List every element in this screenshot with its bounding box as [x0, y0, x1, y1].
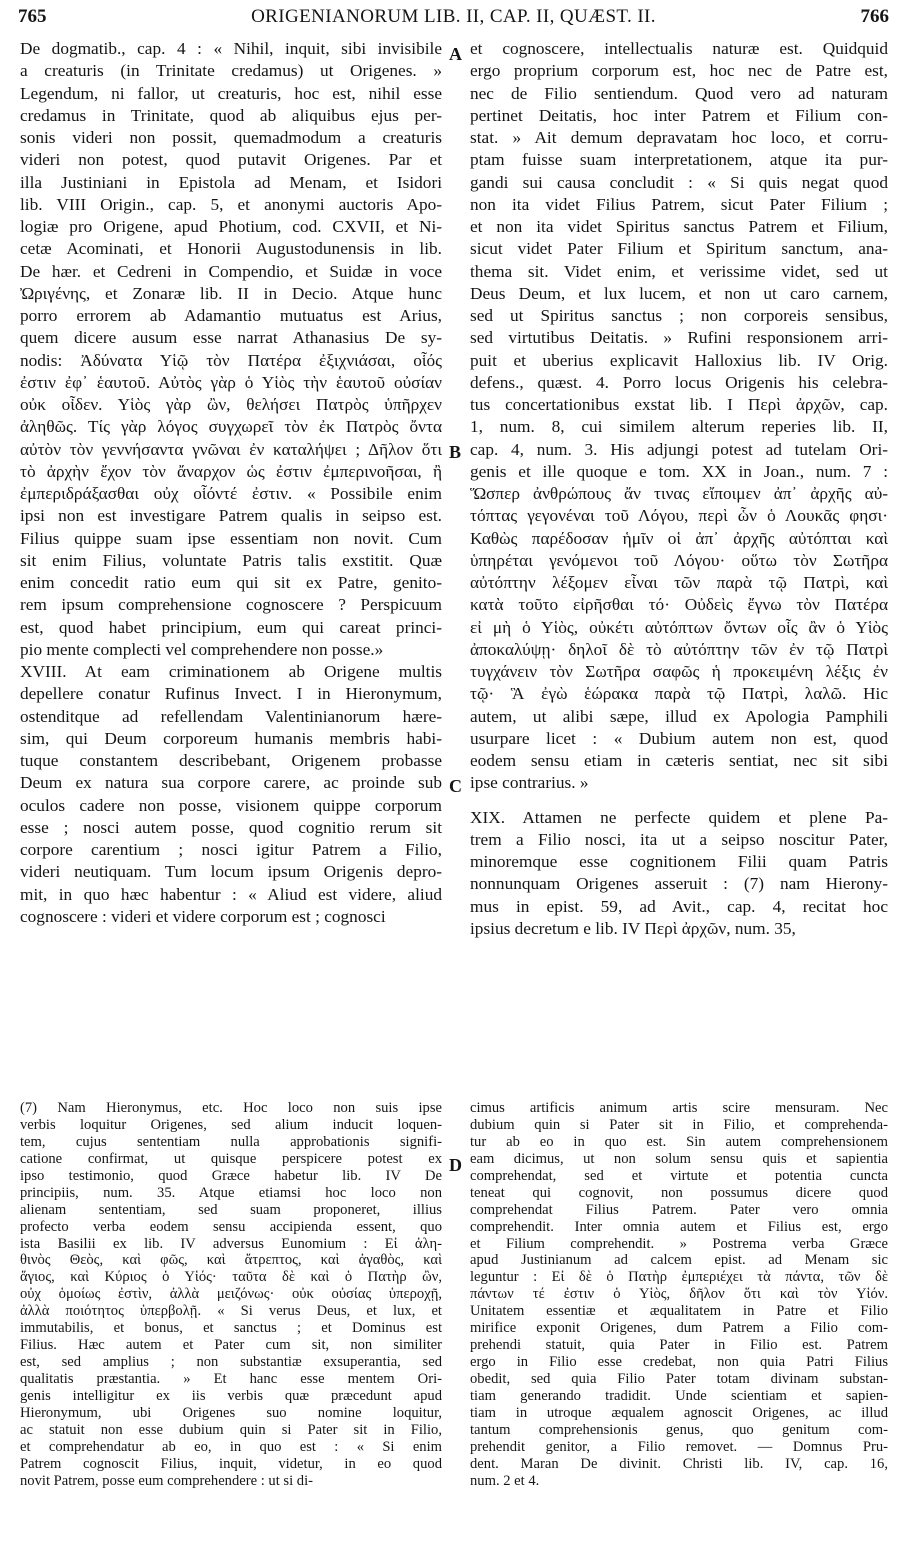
- text-line: nonnunquam Origenes asseruit : (7) nam Hierony-: [470, 874, 888, 894]
- text-line: corpore carentium ; nosci igitur Patrem a Filio,: [20, 840, 442, 859]
- text-line: comprehendit. Inter omnia autem et Filius est, ergo: [470, 1218, 888, 1235]
- text-line: Legendum, ni fallor, ut creaturis, hoc est, nihil esse: [20, 83, 442, 103]
- text-line: ἀποκαλύψῃ· δηλοῖ δὲ τὸ αὐτόπτην τῶν ἐν τῷ Πατρὶ: [470, 639, 888, 659]
- text-line: prehendit genitor, a Filio removet. — Domnus Pru-: [470, 1438, 888, 1455]
- text-line: eodem sensu etiam in cæteris sentiat, nec sit sibi: [470, 751, 888, 770]
- text-line: Filius quippe suam ipse essentiam non novit. Cum: [20, 528, 442, 548]
- text-line: sim, qui Deum corporeum humanis membris habi-: [20, 728, 442, 748]
- text-line: est, sed amplius ; non substantiæ exsuperantia, sed: [20, 1354, 442, 1371]
- text-line: comprehendat, sed et virtute et potentia cuncta: [470, 1167, 888, 1184]
- margin-marker-c: C: [449, 776, 462, 796]
- text-line: sonis videri non possit, quemadmodum a creaturis: [20, 128, 442, 147]
- text-line: enim concedit ratio eum qui sit ex Patre, genito-: [20, 573, 442, 592]
- text-line: autem, ut alibi sæpe, illud ex Apologia Pamphili: [470, 706, 888, 726]
- text-line: videri neutiquam. Tum locum ipsum Origenis depro-: [20, 862, 442, 882]
- text-line: depellere conatur Rufinus Invect. I in Hieronymum,: [20, 684, 442, 704]
- text-line: verbis loquitur Origenes, sed alium inducit loquen-: [20, 1116, 442, 1133]
- text-line: οὐχ ὁμοίως ἐστὶν, ἀλλὰ μειζόνως· οὐκ οὐσίας ὑπεροχῇ,: [20, 1286, 442, 1303]
- text-line: ipso testimonio, quod Græce habetur lib. IV De: [20, 1167, 442, 1184]
- text-line: Unitatem essentiæ et æqualitatem in Patre et Filio: [470, 1303, 888, 1320]
- main-text-right-column: [470, 38, 888, 940]
- text-line: ergo proprium corporum est, hoc nec de Patre est,: [470, 61, 888, 81]
- text-line: ἀλλὰ ποιότητος ὑπερβολῇ. « Si verus Deus, et lux, et: [20, 1303, 442, 1320]
- text-line: ostenditque ad refellendam Valentinianorum hære-: [20, 706, 442, 726]
- main-text-left-column: [20, 38, 442, 928]
- text-line: Filius. Hæc autem et Pater cum sit, non similiter: [20, 1337, 442, 1354]
- text-line: [470, 795, 888, 807]
- text-line: sit enim Filius, voluntate Patris talis exstitit. Quæ: [20, 550, 442, 570]
- text-line: prehendi statuit, quia Pater in Filio est. Patrem: [470, 1337, 888, 1354]
- margin-marker-b: B: [449, 442, 462, 462]
- text-line: cimus artificis animum artis scire mensuram. Nec: [470, 1100, 888, 1116]
- text-line: gandi sui causa concludit : « Si quis negat quod: [470, 172, 888, 192]
- text-line: tiam in utroque æqualem agnoscit Origenes, ac illud: [470, 1404, 888, 1421]
- text-line: eam dicimus, ut non solum sensu quis et sapientia: [470, 1150, 888, 1167]
- text-line: πάντων τέ ἐστιν ὁ Υἱὸς, δῆλον ὅτι καὶ τὸν Υἱόν.: [470, 1286, 888, 1303]
- text-line: stat. » Ait demum depravatam hoc loco, et corru-: [470, 128, 888, 147]
- text-line: pio mente complecti vel comprehendere non posse.»: [20, 639, 384, 659]
- margin-marker-d: D: [449, 1155, 462, 1175]
- text-line: teneat qui cognovit, non possumus dicere quod: [470, 1184, 888, 1201]
- text-line: cap. 4, num. 3. His adjungi potest ad tutelam Ori-: [470, 439, 888, 459]
- text-line: τόπτας γεγονέναι τοῦ Λόγου, περὶ ὧν ὁ Λουκᾶς φησι·: [470, 506, 888, 526]
- text-line: mus in epist. 59, ad Avit., cap. 4, recitat hoc: [470, 896, 888, 916]
- text-line: minoremque esse cognitionem Filii quam Patris: [470, 852, 888, 871]
- text-line: thema sit. Videt enim, et verissime videt, sed ut: [470, 261, 888, 281]
- text-line: mirifice exponit Origenes, dum Patrem a Filio com-: [470, 1320, 888, 1337]
- footnote-right-column: [470, 1100, 888, 1490]
- text-line: αὐτόπτην λέξομεν εἶναι τῶν παρὰ τῷ Πατρὶ, καὶ: [470, 573, 888, 592]
- text-line: Καθὼς παρέδοσαν ἡμῖν οἱ ἀπ᾽ ἀρχῆς αὐτόπται καὶ: [470, 528, 888, 548]
- text-line: tantum comprehensionis genus, quo genitum com-: [470, 1421, 888, 1438]
- text-line: ἅγιος, καὶ Κύριος ὁ Υἱός· ταῦτα δὲ καὶ ὁ Πατὴρ ὢν,: [20, 1269, 442, 1286]
- text-line: ergo in Filio esse credebat, non quia Patri Filius: [470, 1354, 888, 1371]
- text-line: cetæ Acominati, et Honorii Augustodunensis in lib.: [20, 239, 442, 259]
- text-line: esse ; nosci autem posse, quod cognitio rerum sit: [20, 817, 442, 837]
- text-line: εἰ μὴ ὁ Υἱὸς, οὐκέτι αὐτόπτων ὄντων οἷς ἂν ὁ Υἱὸς: [470, 617, 888, 637]
- text-line: ὑπηρέται γενόμενοι τοῦ Λόγου· οὕτω τὸν Σωτῆρα: [470, 550, 888, 570]
- text-line: pertinet Deitatis, hoc inter Patrem et Filium con-: [470, 105, 888, 125]
- text-line: obedit, sed quia Filio Pater totam divinam substan-: [470, 1371, 888, 1387]
- text-line: ista Basilii ex lib. IV adversus Eunomium : Εἰ ἀλη-: [20, 1235, 442, 1252]
- running-title: ORIGENIANORUM LIB. II, CAP. II, QUÆST. II.: [251, 6, 656, 27]
- text-line: credamus in Trinitate, quod ab aliquibus ejus per-: [20, 105, 442, 125]
- text-line: novit Patrem, posse eum comprehendere : ut si di-: [20, 1472, 314, 1489]
- text-line: ipsius decretum e lib. IV Περὶ ἀρχῶν, num. 35,: [470, 918, 796, 938]
- text-line: Deus Deum, et lux lucem, et non ut caro carnem,: [470, 283, 888, 303]
- text-line: leguntur : Εἰ δὲ ὁ Πατὴρ ἐμπεριέχει τὰ πάντα, τῶν δὲ: [470, 1269, 888, 1286]
- text-line: alienam sententiam, sed suam proponeret, illius: [20, 1201, 442, 1218]
- text-line: et non ita videt Spiritus sanctus Patrem et Filium,: [470, 217, 888, 236]
- text-line: Ὥσπερ ἀνθρώπους ἄν τινας εἴποιμεν ἀπ᾽ ἀρχῆς αὐ-: [470, 484, 888, 503]
- text-line: logiæ pro Origene, apud Photium, cod. CXVII, et Ni-: [20, 217, 442, 236]
- text-line: XVIII. At eam criminationem ab Origene multis: [20, 662, 442, 681]
- text-line: Deum ex natura sua corpore carere, ac proinde sub: [20, 773, 442, 793]
- text-line: τὸ ἀρχὴν ἔχον τὸν ἄναρχον ὡς ἐστιν ἐμπερινοῆσαι, ἢ: [20, 461, 442, 481]
- text-line: 1, num. 8, cui similem alterum reperies lib. II,: [470, 417, 888, 437]
- text-line: nec de Filio sentiendum. Quod vero ad naturam: [470, 83, 888, 103]
- text-line: XIX. Attamen ne perfecte quidem et plene Pa-: [470, 807, 888, 827]
- text-line: nodis: Ἀδύνατα Υἱῷ τὸν Πατέρα ἐξιχνιάσαι, οἷός: [20, 350, 442, 370]
- text-line: lib. VIII Origin., cap. 5, et anonymi auctoris Apo-: [20, 194, 442, 214]
- text-line: et cognoscere, intellectualis naturæ est. Quidquid: [470, 39, 888, 58]
- text-line: ἀληθῶς. Τίς γὰρ λόγος συγχωρεῖ τὸν ἐκ Πατρὸς ὄντα: [20, 417, 442, 437]
- text-line: De hær. et Cedreni in Compendio, et Suidæ in voce: [20, 261, 442, 281]
- text-line: apud Justinianum ad calcem epist. ad Menam sic: [470, 1252, 888, 1269]
- text-line: κατὰ τοῦτο εἰρῆσθαι τό· Οὐδεὶς ἔγνω τὸν Πατέρα: [470, 595, 888, 615]
- text-line: principiis, num. 35. Atque etiamsi hoc loco non: [20, 1184, 442, 1201]
- text-line: genis et ille quoque e tom. XX in Joan., num. 7 :: [470, 461, 888, 481]
- text-line: ἐστιν ἐφ᾽ ἑαυτοῦ. Αὐτὸς γὰρ ὁ Υἱὸς τὴν ἑαυτοῦ οὐσίαν: [20, 372, 442, 392]
- page-number-left: 765: [18, 6, 47, 27]
- text-line: tus concertationibus exstat lib. I Περὶ ἀρχῶν, cap.: [470, 395, 888, 414]
- text-line: usurpare licet : « Dubium autem non est, quod: [470, 728, 888, 748]
- text-line: ipsi non est investigare Patrem qualis in seipso est.: [20, 506, 442, 526]
- text-line: ipse contrarius. »: [470, 773, 589, 793]
- text-line: videri non potest, quod putavit Origenes. Par et: [20, 150, 442, 170]
- text-line: αὐτὸν τὸν γεννήσαντα γνῶναι ἐν καταλήψει ; Δῆλον ὅτι: [20, 439, 442, 459]
- running-header: [18, 6, 889, 36]
- text-line: num. 2 et 4.: [470, 1472, 540, 1489]
- text-line: mit, in quo hæc habentur : « Aliud est videre, aliud: [20, 884, 442, 904]
- text-line: non ita videt Filius Patrem, sicut Pater Filium ;: [470, 194, 888, 214]
- text-line: sicut videt Pater Filium et Spiritum sanctum, ana-: [470, 239, 888, 259]
- text-line: quem dicere ausum esse narrat Athanasius De sy-: [20, 328, 442, 348]
- text-line: tuque constantem describebant, Origenem probasse: [20, 751, 442, 770]
- text-line: sed virtutibus Deitatis. » Rufini responsionem arri-: [470, 328, 888, 348]
- page-number-right: 766: [860, 6, 889, 27]
- text-line: τυγχάνειν τὸν Σωτῆρα σαφῶς ἡ προκειμένη λέξις ἐν: [470, 662, 888, 681]
- text-line: ac statuit non esse dubium quin si Pater sit in Filio,: [20, 1421, 442, 1438]
- text-line: et comprehendatur ab eo, in quo est : « Si enim: [20, 1438, 442, 1455]
- text-line: comprehendat Filius Patrem. Pater vero omnia: [470, 1201, 888, 1218]
- text-line: profecto verba eodem sensu accipienda essent, quo: [20, 1218, 442, 1235]
- text-line: θινὸς Θεὸς, καὶ φῶς, καὶ ἄτρεπτος, καὶ ἀγαθὸς, καὶ: [20, 1252, 442, 1269]
- text-line: a creaturis (in Trinitate credamus) ut Origenes. »: [20, 61, 442, 81]
- footnote-left-column: [20, 1100, 442, 1490]
- text-line: qualitatis præstantia. » Et hanc esse mentem Ori-: [20, 1371, 442, 1387]
- text-line: oculos cadere non posse, visionem quippe corporum: [20, 795, 442, 815]
- text-line: puit et uberius explicavit Halloxius lib. IV Orig.: [470, 350, 888, 370]
- text-line: Hieronymum, ubi Origenes suo nomine loquitur,: [20, 1404, 442, 1421]
- text-line: Ὠριγένης, et Zonaræ lib. II in Decio. Atque hunc: [20, 283, 442, 303]
- text-line: (7) Nam Hieronymus, etc. Hoc loco non suis ipse: [20, 1100, 442, 1116]
- text-line: Patrem cognoscit Filius, inquit, videtur, in eo quod: [20, 1455, 442, 1472]
- text-line: τῷ· Ἃ ἐγὼ ἑώρακα παρὰ τῷ Πατρὶ, λαλῶ. Hic: [470, 684, 888, 704]
- text-line: tem, cujus sententiam nulla approbationis signifi-: [20, 1133, 442, 1150]
- text-line: immutabilis, et bonus, et sanctus ; et Dominus est: [20, 1320, 442, 1337]
- text-line: sed ut Spiritus sanctus ; non corporeis sensibus,: [470, 306, 888, 325]
- text-line: catione confirmat, ut quisque perspicere potest ex: [20, 1150, 442, 1167]
- margin-marker-a: A: [449, 44, 462, 64]
- text-line: οὐκ οἶδεν. Υἱὸς γὰρ ὢν, θελήσει Πατρὸς ὑπῆρχεν: [20, 395, 442, 414]
- text-line: defens., quæst. 4. Porro locus Origenis his celebra-: [470, 372, 888, 392]
- text-line: illa Justiniani in Epistola ad Menam, et Isidori: [20, 172, 442, 192]
- text-line: dubium quin si Pater sit in Filio, et comprehenda-: [470, 1116, 888, 1133]
- text-line: tiam generando tradidit. Unde scientiam et sapien-: [470, 1387, 888, 1404]
- text-line: rem ipsum comprehensione cognoscere ? Perspicuum: [20, 595, 442, 615]
- text-line: cognoscere : videri et videre corporum est ; cognosci: [20, 906, 386, 926]
- text-line: De dogmatib., cap. 4 : « Nihil, inquit, sibi invisibile: [20, 39, 442, 58]
- text-line: trem a Filio nosci, ita ut a seipso noscitur Pater,: [470, 829, 888, 849]
- text-line: dent. Maran De divinit. Christi lib. IV, cap. 16,: [470, 1455, 888, 1472]
- text-line: est, quod habet principium, eum qui careat princi-: [20, 617, 442, 637]
- text-line: et Filium comprehendit. » Postrema verba Græce: [470, 1235, 888, 1252]
- text-line: ἐμπεριδράξασθαι οὐχ οἷόντέ ἐστιν. « Possibile enim: [20, 484, 442, 503]
- text-line: porro errorem ab Adamantio mutuatus est Arius,: [20, 306, 442, 325]
- text-line: genis intelligitur ex iis verbis quæ præcedunt apud: [20, 1387, 442, 1404]
- text-line: tur ab eo in quo est. Sin autem comprehensionem: [470, 1133, 888, 1150]
- text-line: ptam fuisse suam interpretationem, atque ita pur-: [470, 150, 888, 170]
